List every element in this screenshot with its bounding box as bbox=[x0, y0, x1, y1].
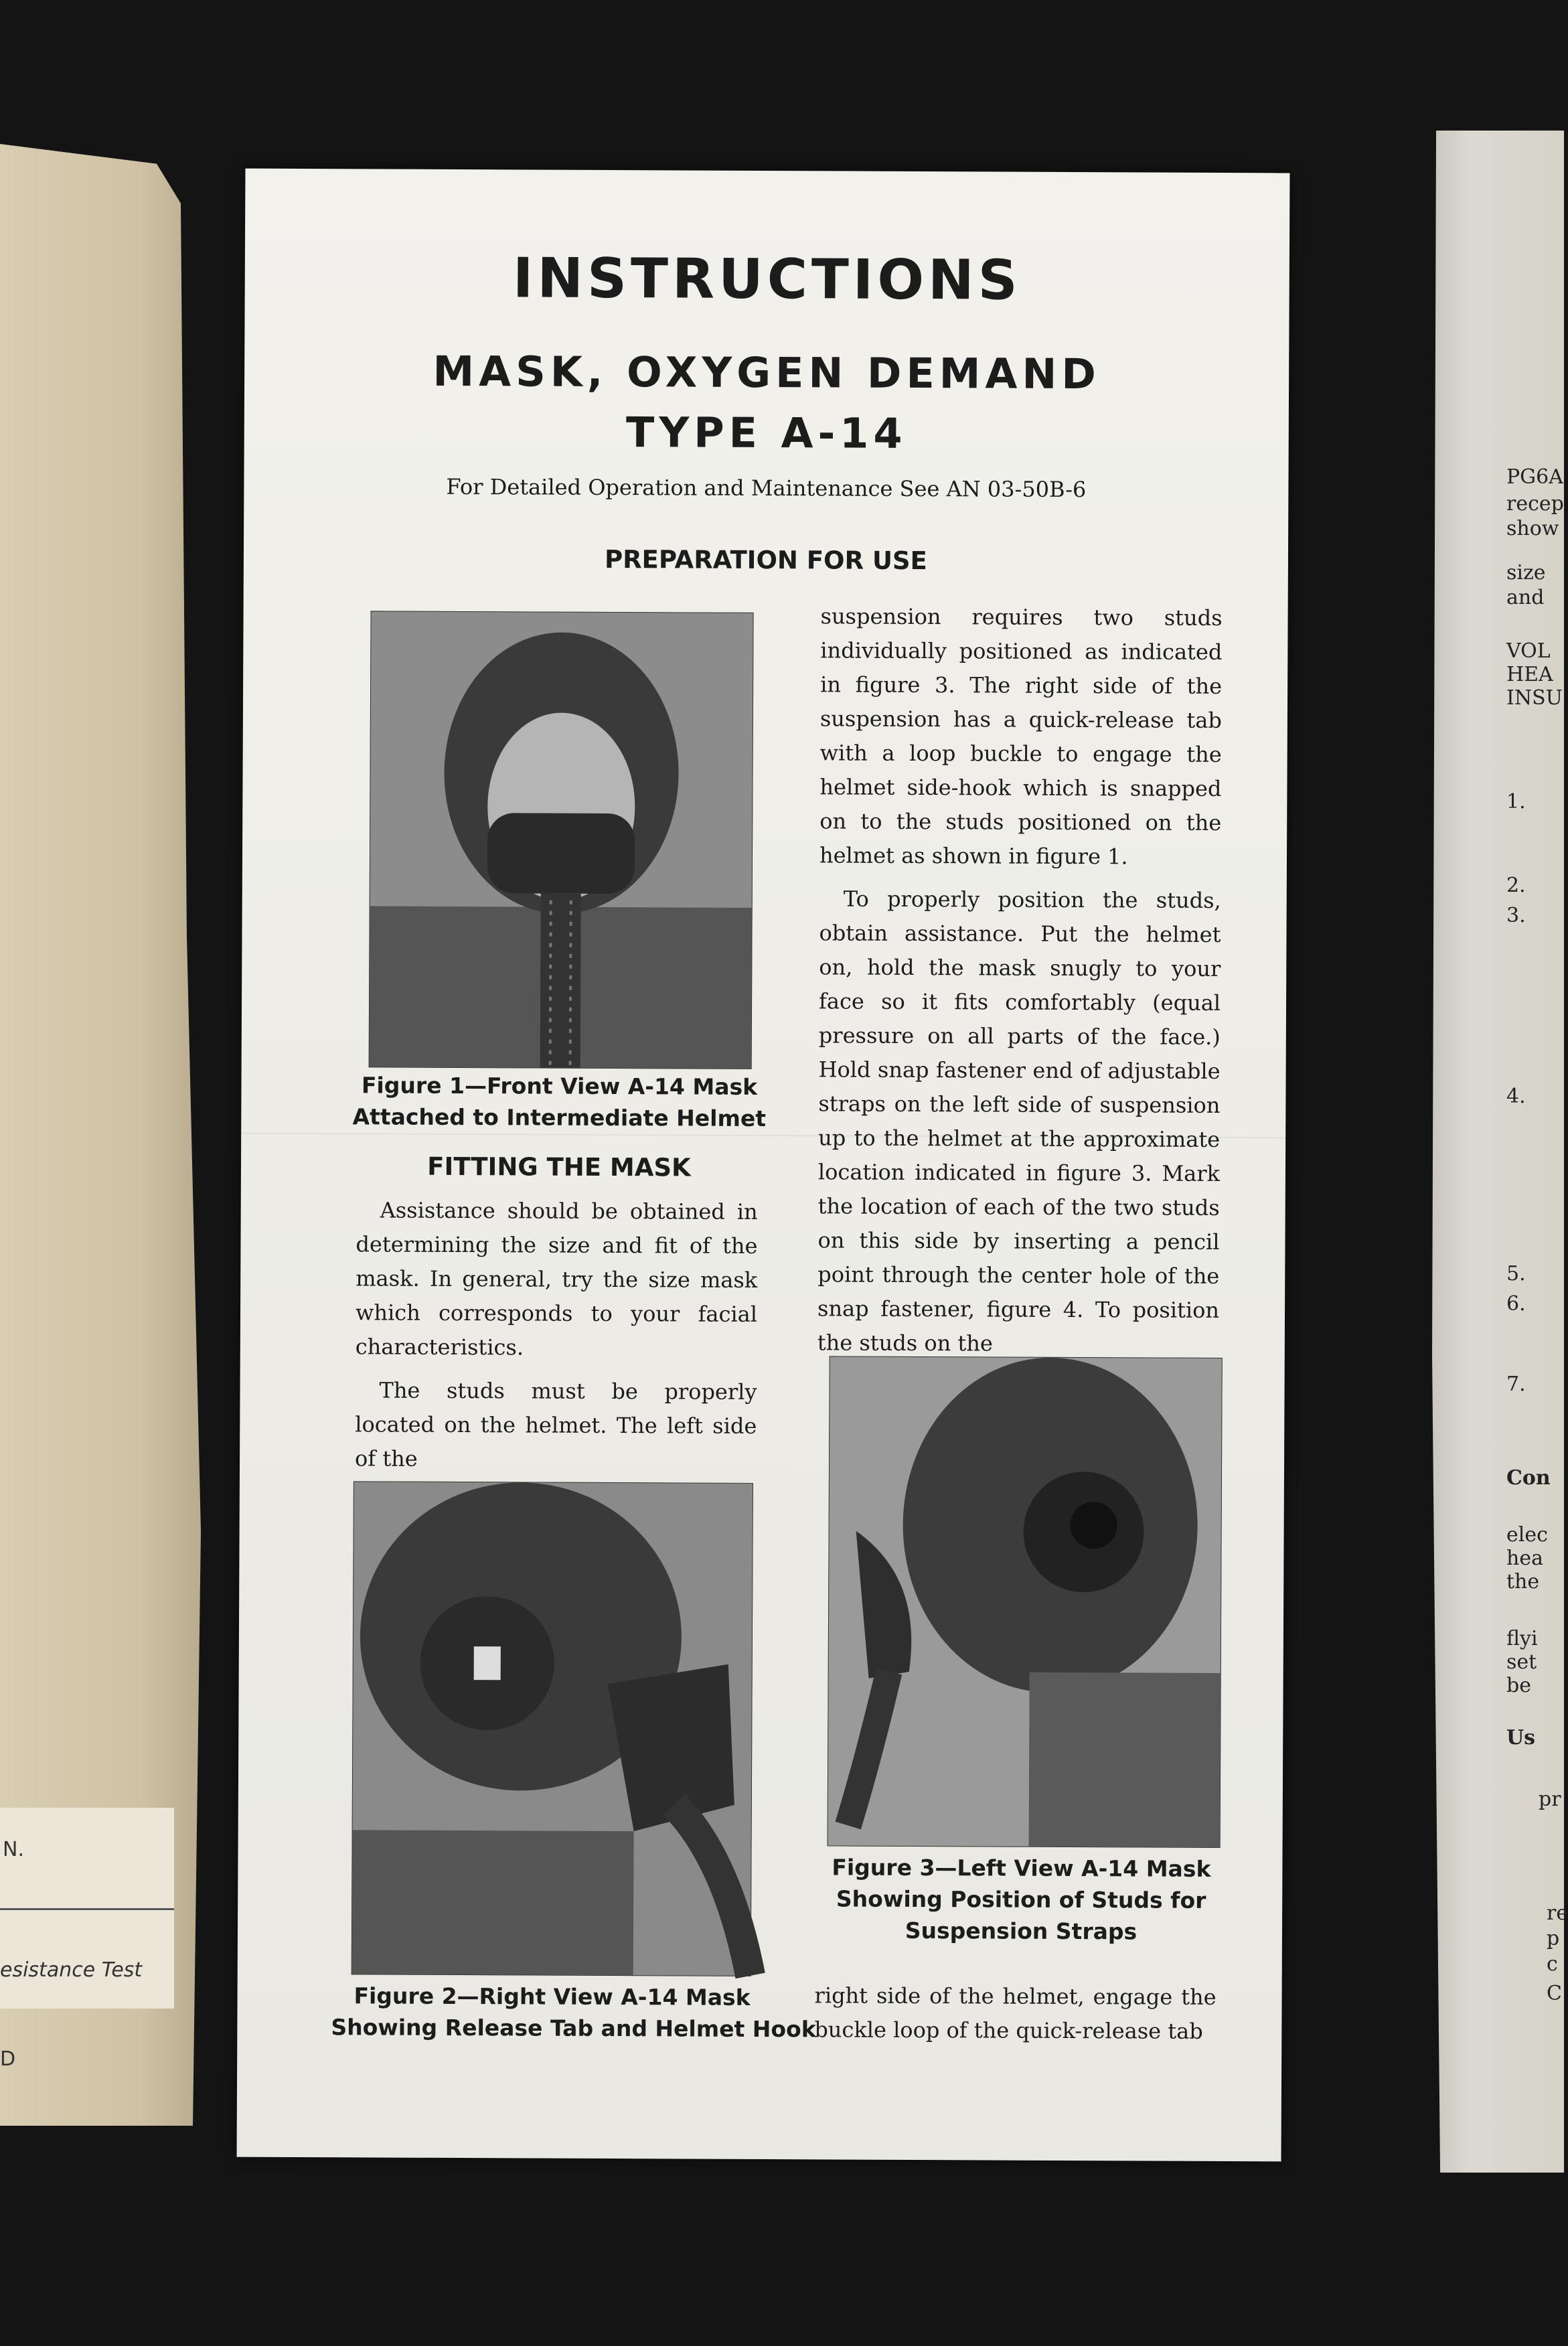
left-fragment-test: esistance Test bbox=[0, 1958, 143, 1982]
right-fragment: re bbox=[1547, 1901, 1568, 1925]
right-fragment: pr bbox=[1539, 1788, 1561, 1811]
right-fragment: 6. bbox=[1506, 1292, 1526, 1316]
right-fragment: flyi bbox=[1506, 1627, 1538, 1650]
right-fragment: size bbox=[1506, 561, 1546, 584]
right-fragment: INSU bbox=[1506, 686, 1563, 710]
left-fragment-d: D bbox=[0, 2047, 16, 2071]
right-fragment: VOL bbox=[1506, 639, 1551, 663]
figure-3-caption-line2: Showing Position of Studs for bbox=[836, 1885, 1206, 1913]
right-fragment: 3. bbox=[1506, 904, 1526, 927]
figure-1-caption bbox=[348, 1069, 770, 1134]
right-fragment: C bbox=[1547, 1982, 1562, 2005]
figure-1-caption-line2: Attached to Intermediate Helmet bbox=[352, 1103, 767, 1132]
right-background-document bbox=[1429, 131, 1564, 2173]
figure-1-caption-line1: Figure 1—Front View A-14 Mask bbox=[361, 1072, 758, 1100]
instruction-sheet bbox=[237, 169, 1290, 2162]
right-fragment: 5. bbox=[1506, 1262, 1526, 1285]
figure-3-photo bbox=[828, 1356, 1223, 1848]
figure-2-photo bbox=[351, 1481, 753, 1976]
document-title: INSTRUCTIONS bbox=[512, 246, 1022, 313]
figure-3-caption-line1: Figure 3—Left View A-14 Mask bbox=[832, 1854, 1211, 1882]
right-fragment: 1. bbox=[1506, 790, 1526, 813]
figure-2-caption bbox=[331, 1980, 816, 2045]
right-fragment: be bbox=[1506, 1674, 1531, 1697]
document-subtitle-line1: MASK, OXYGEN DEMAND bbox=[433, 346, 1101, 399]
fitting-text bbox=[355, 1193, 758, 1478]
right-fragment: 4. bbox=[1506, 1085, 1526, 1108]
right-fragment: and bbox=[1506, 586, 1545, 609]
bottom-right-text bbox=[814, 1978, 1216, 2049]
left-fragment-n: N. bbox=[3, 1838, 24, 1861]
right-column-text bbox=[817, 599, 1223, 1362]
right-paragraph-1: suspension requires two studs individually positioned as indicated in figure 3. The right side of the suspension has a quick-release tab with a loop buckle to engage the helmet side-hook which is snapped on to the studs positioned on the helmet as shown in figure 1. bbox=[819, 603, 1223, 870]
right-fragment: c bbox=[1547, 1952, 1558, 1976]
document-subtitle-line2: TYPE A-14 bbox=[625, 408, 907, 458]
section-heading-preparation: PREPARATION FOR USE bbox=[604, 544, 927, 576]
section-heading-fitting: FITTING THE MASK bbox=[427, 1152, 691, 1182]
right-fragment: hea bbox=[1506, 1547, 1543, 1570]
right-fragment: recep bbox=[1506, 492, 1564, 516]
fitting-paragraph-2: The studs must be properly located on the helmet. The left side of the bbox=[354, 1377, 757, 1472]
figure-1-photo bbox=[369, 611, 754, 1069]
figure-3-caption-line3: Suspension Straps bbox=[905, 1917, 1138, 1945]
right-fragment: 7. bbox=[1506, 1373, 1526, 1396]
right-fragment: the bbox=[1506, 1570, 1540, 1593]
figure-2-caption-line2: Showing Release Tab and Helmet Hook bbox=[331, 2014, 816, 2043]
right-fragment: p bbox=[1547, 1927, 1560, 1950]
right-paragraph-2: To properly position the studs, obtain assistance. Put the helmet on, hold the mask snugly to your face so it fits comfortably (equal pressure on all parts of the face.) Hold snap fastener end of adjustable straps on the left side of suspension up to the helmet at the approximate location indicated in figure 3. Mark the location of each of the two studs on this side by inserting a pencil point through the center hole of the snap fastener, figure 4. To position the studs on the bbox=[817, 886, 1221, 1356]
bottom-right-paragraph: right side of the helmet, engage the buckle loop of the quick-release tab bbox=[814, 1982, 1217, 2044]
right-fragment: elec bbox=[1506, 1523, 1548, 1547]
right-fragment: set bbox=[1506, 1650, 1537, 1674]
right-fragment: Us bbox=[1506, 1726, 1536, 1749]
right-fragment: HEA bbox=[1506, 663, 1553, 686]
figure-3-caption bbox=[807, 1851, 1236, 1948]
figure-2-caption-line1: Figure 2—Right View A-14 Mask bbox=[354, 1982, 751, 2011]
right-fragment: PG6A bbox=[1506, 465, 1563, 489]
fitting-paragraph-1: Assistance should be obtained in determining the size and fit of the mask. In general, try the size mask which corresponds to your facial characteristics. bbox=[355, 1197, 758, 1360]
right-fragment: Con bbox=[1506, 1466, 1551, 1490]
right-fragment: show bbox=[1506, 517, 1559, 540]
right-fragment: 2. bbox=[1506, 874, 1526, 897]
reference-line: For Detailed Operation and Maintenance See AN 03-50B-6 bbox=[446, 473, 1087, 503]
left-document-rule bbox=[0, 1908, 174, 1910]
